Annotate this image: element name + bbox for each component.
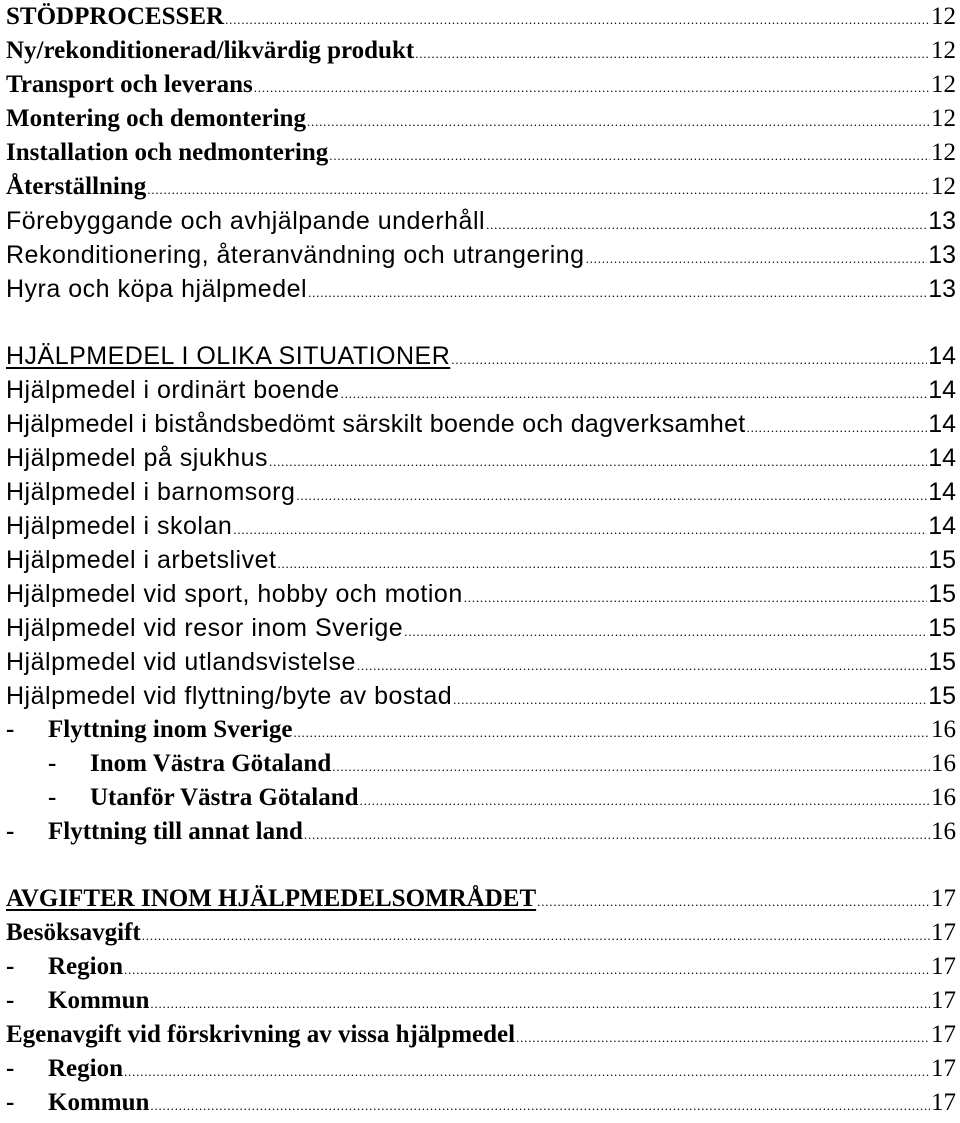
toc-entry[interactable] [6,916,956,950]
toc-entry[interactable] [6,68,956,102]
toc-entry-title: Region [48,1055,123,1082]
toc-entry-title: Region [48,953,123,980]
toc-entry-page: 17 [931,987,956,1014]
dot-leader [269,442,927,479]
dot-leader [296,476,927,513]
dash-marker: - [48,750,57,777]
toc-entry-title: HJÄLPMEDEL I OLIKA SITUATIONER [6,342,451,370]
dot-leader [293,713,930,750]
toc-entry-title: Hjälpmedel i skolan [6,512,233,540]
dot-leader [747,408,928,445]
dot-leader [341,374,928,411]
toc-entry-page: 12 [931,71,956,98]
toc-entry-sub[interactable] [6,984,956,1018]
dash-marker: - [6,987,15,1014]
toc-entry[interactable] [6,373,956,407]
toc-entry[interactable] [6,204,956,238]
toc-entry-page: 12 [931,3,956,30]
toc-entry-title-wrap [6,1052,123,1086]
toc-entry[interactable] [6,272,956,306]
toc-entry-title-wrap [6,713,292,747]
toc-entry-title: Hjälpmedel vid resor inom Sverige [6,614,404,642]
toc-entry-sub[interactable] [6,1086,956,1120]
dot-leader [404,612,927,649]
toc-entry-title-wrap [6,781,359,815]
toc-entry[interactable] [6,611,956,645]
dot-leader [357,646,927,683]
toc-entry-page: 14 [928,478,956,506]
toc-entry-title: STÖDPROCESSER [6,3,225,30]
toc-entry-title-wrap [6,950,123,984]
toc-entry-page: 17 [931,885,956,912]
toc-entry-title: Utanför Västra Götaland [90,784,359,811]
dot-leader [486,205,927,242]
toc-entry-page: 16 [931,818,956,845]
toc-entry-title: Hjälpmedel i biståndsbedömt särskilt boende och dagverksamhet [6,410,746,438]
dot-leader [537,882,930,919]
toc-entry-title: Hjälpmedel på sjukhus [6,444,269,472]
dot-leader [150,984,930,1021]
toc-entry-section[interactable] [6,882,956,916]
toc-entry[interactable] [6,170,956,204]
dot-leader [307,102,930,139]
dot-leader [142,916,930,953]
toc-entry-title: Rekonditionering, återanvändning och utrangering [6,241,585,269]
toc-entry-title: Inom Västra Götaland [90,750,332,777]
toc-entry-page: 14 [928,410,956,438]
dot-leader [464,578,927,615]
toc-entry[interactable] [6,679,956,713]
dot-leader [360,781,930,818]
toc-entry-sub2[interactable] [6,747,956,781]
toc-entry-title: AVGIFTER INOM HJÄLPMEDELSOMRÅDET [6,885,537,912]
toc-entry-title: Ny/rekonditionerad/likvärdig produkt [6,37,415,64]
toc-entry-title: Återställning [6,173,147,200]
toc-entry-title: Förebyggande och avhjälpande underhåll [6,207,486,235]
toc-entry-page: 16 [931,750,956,777]
dot-leader [516,1018,930,1055]
toc-entry-page: 14 [928,512,956,540]
dash-marker: - [6,953,15,980]
spacer [6,306,956,339]
dot-leader [332,747,930,784]
toc-entry-page: 12 [931,139,956,166]
toc-entry-page: 13 [928,207,956,235]
toc-entry-sub[interactable] [6,815,956,849]
dot-leader [233,510,927,547]
dot-leader [453,680,927,717]
toc-entry-sub2[interactable] [6,781,956,815]
toc-entry-page: 15 [928,682,956,710]
dash-marker: - [6,818,15,845]
toc-entry[interactable] [6,509,956,543]
toc-entry-title: Hyra och köpa hjälpmedel [6,275,308,303]
dot-leader [329,136,930,173]
toc-entry-title: Kommun [48,987,150,1014]
dot-leader [308,273,927,310]
toc-entry-page: 17 [931,1021,956,1048]
toc-entry-page: 13 [928,275,956,303]
toc-entry-section[interactable] [6,339,956,373]
toc-entry-title: Flyttning till annat land [48,818,303,845]
toc-entry-page: 15 [928,580,956,608]
dot-leader [304,815,930,852]
toc-entry-page: 16 [931,784,956,811]
toc-entry-title: Hjälpmedel i arbetslivet [6,546,277,574]
toc-entry-title-wrap [6,1086,149,1120]
toc-entry-title: Egenavgift vid förskrivning av vissa hjälpmedel [6,1021,516,1048]
toc-entry-page: 15 [928,648,956,676]
dash-marker: - [6,1055,15,1082]
toc-entry[interactable] [6,136,956,170]
dot-leader [225,0,930,37]
dot-leader [277,544,927,581]
toc-entry-title: Kommun [48,1089,150,1116]
dash-marker: - [48,784,57,811]
toc-entry-sub[interactable] [6,1052,956,1086]
toc-entry-title: Montering och demontering [6,105,306,132]
toc-entry[interactable] [6,102,956,136]
toc-entry-title-wrap [6,984,149,1018]
toc-entry-page: 13 [928,241,956,269]
toc-entry-stodprocesser[interactable] [6,0,956,34]
toc-entry[interactable] [6,407,956,441]
toc-entry-page: 17 [931,1055,956,1082]
toc-entry-page: 12 [931,37,956,64]
dot-leader [254,68,930,105]
toc-entry-title: Hjälpmedel vid utlandsvistelse [6,648,356,676]
toc-entry[interactable] [6,441,956,475]
dot-leader [586,239,928,276]
toc-entry-title: Hjälpmedel vid flyttning/byte av bostad [6,682,453,710]
dot-leader [415,34,930,71]
spacer [6,849,956,882]
toc-entry[interactable] [6,543,956,577]
toc-entry-title: Hjälpmedel i barnomsorg [6,478,296,506]
toc-entry-page: 15 [928,614,956,642]
dot-leader [124,1052,930,1089]
dot-leader [124,950,930,987]
toc-entry-title: Flyttning inom Sverige [48,716,293,743]
toc-entry-page: 17 [931,919,956,946]
table-of-contents [6,0,956,1120]
toc-entry-title: Installation och nedmontering [6,139,329,166]
toc-entry[interactable] [6,1018,956,1052]
toc-entry-page: 14 [928,444,956,472]
toc-entry[interactable] [6,475,956,509]
toc-entry-page: 12 [931,105,956,132]
toc-entry[interactable] [6,34,956,68]
dot-leader [150,1086,930,1123]
toc-entry-sub[interactable] [6,713,956,747]
dash-marker: - [6,1089,15,1116]
toc-entry-title-wrap [6,747,331,781]
dot-leader [451,340,927,377]
toc-entry-title: Hjälpmedel i ordinärt boende [6,376,340,404]
toc-entry-title: Transport och leverans [6,71,253,98]
toc-entry[interactable] [6,577,956,611]
toc-entry-page: 14 [928,376,956,404]
dot-leader [147,170,930,207]
toc-entry-page: 15 [928,546,956,574]
toc-entry-page: 12 [931,173,956,200]
toc-entry-title-wrap [6,815,303,849]
toc-entry-sub[interactable] [6,950,956,984]
toc-entry-page: 17 [931,1089,956,1116]
toc-entry-title: Besöksavgift [6,919,141,946]
toc-entry-page: 16 [931,716,956,743]
toc-entry-title: Hjälpmedel vid sport, hobby och motion [6,580,463,608]
toc-entry[interactable] [6,645,956,679]
toc-entry-page: 17 [931,953,956,980]
toc-entry[interactable] [6,238,956,272]
toc-entry-page: 14 [928,342,956,370]
dash-marker: - [6,716,15,743]
